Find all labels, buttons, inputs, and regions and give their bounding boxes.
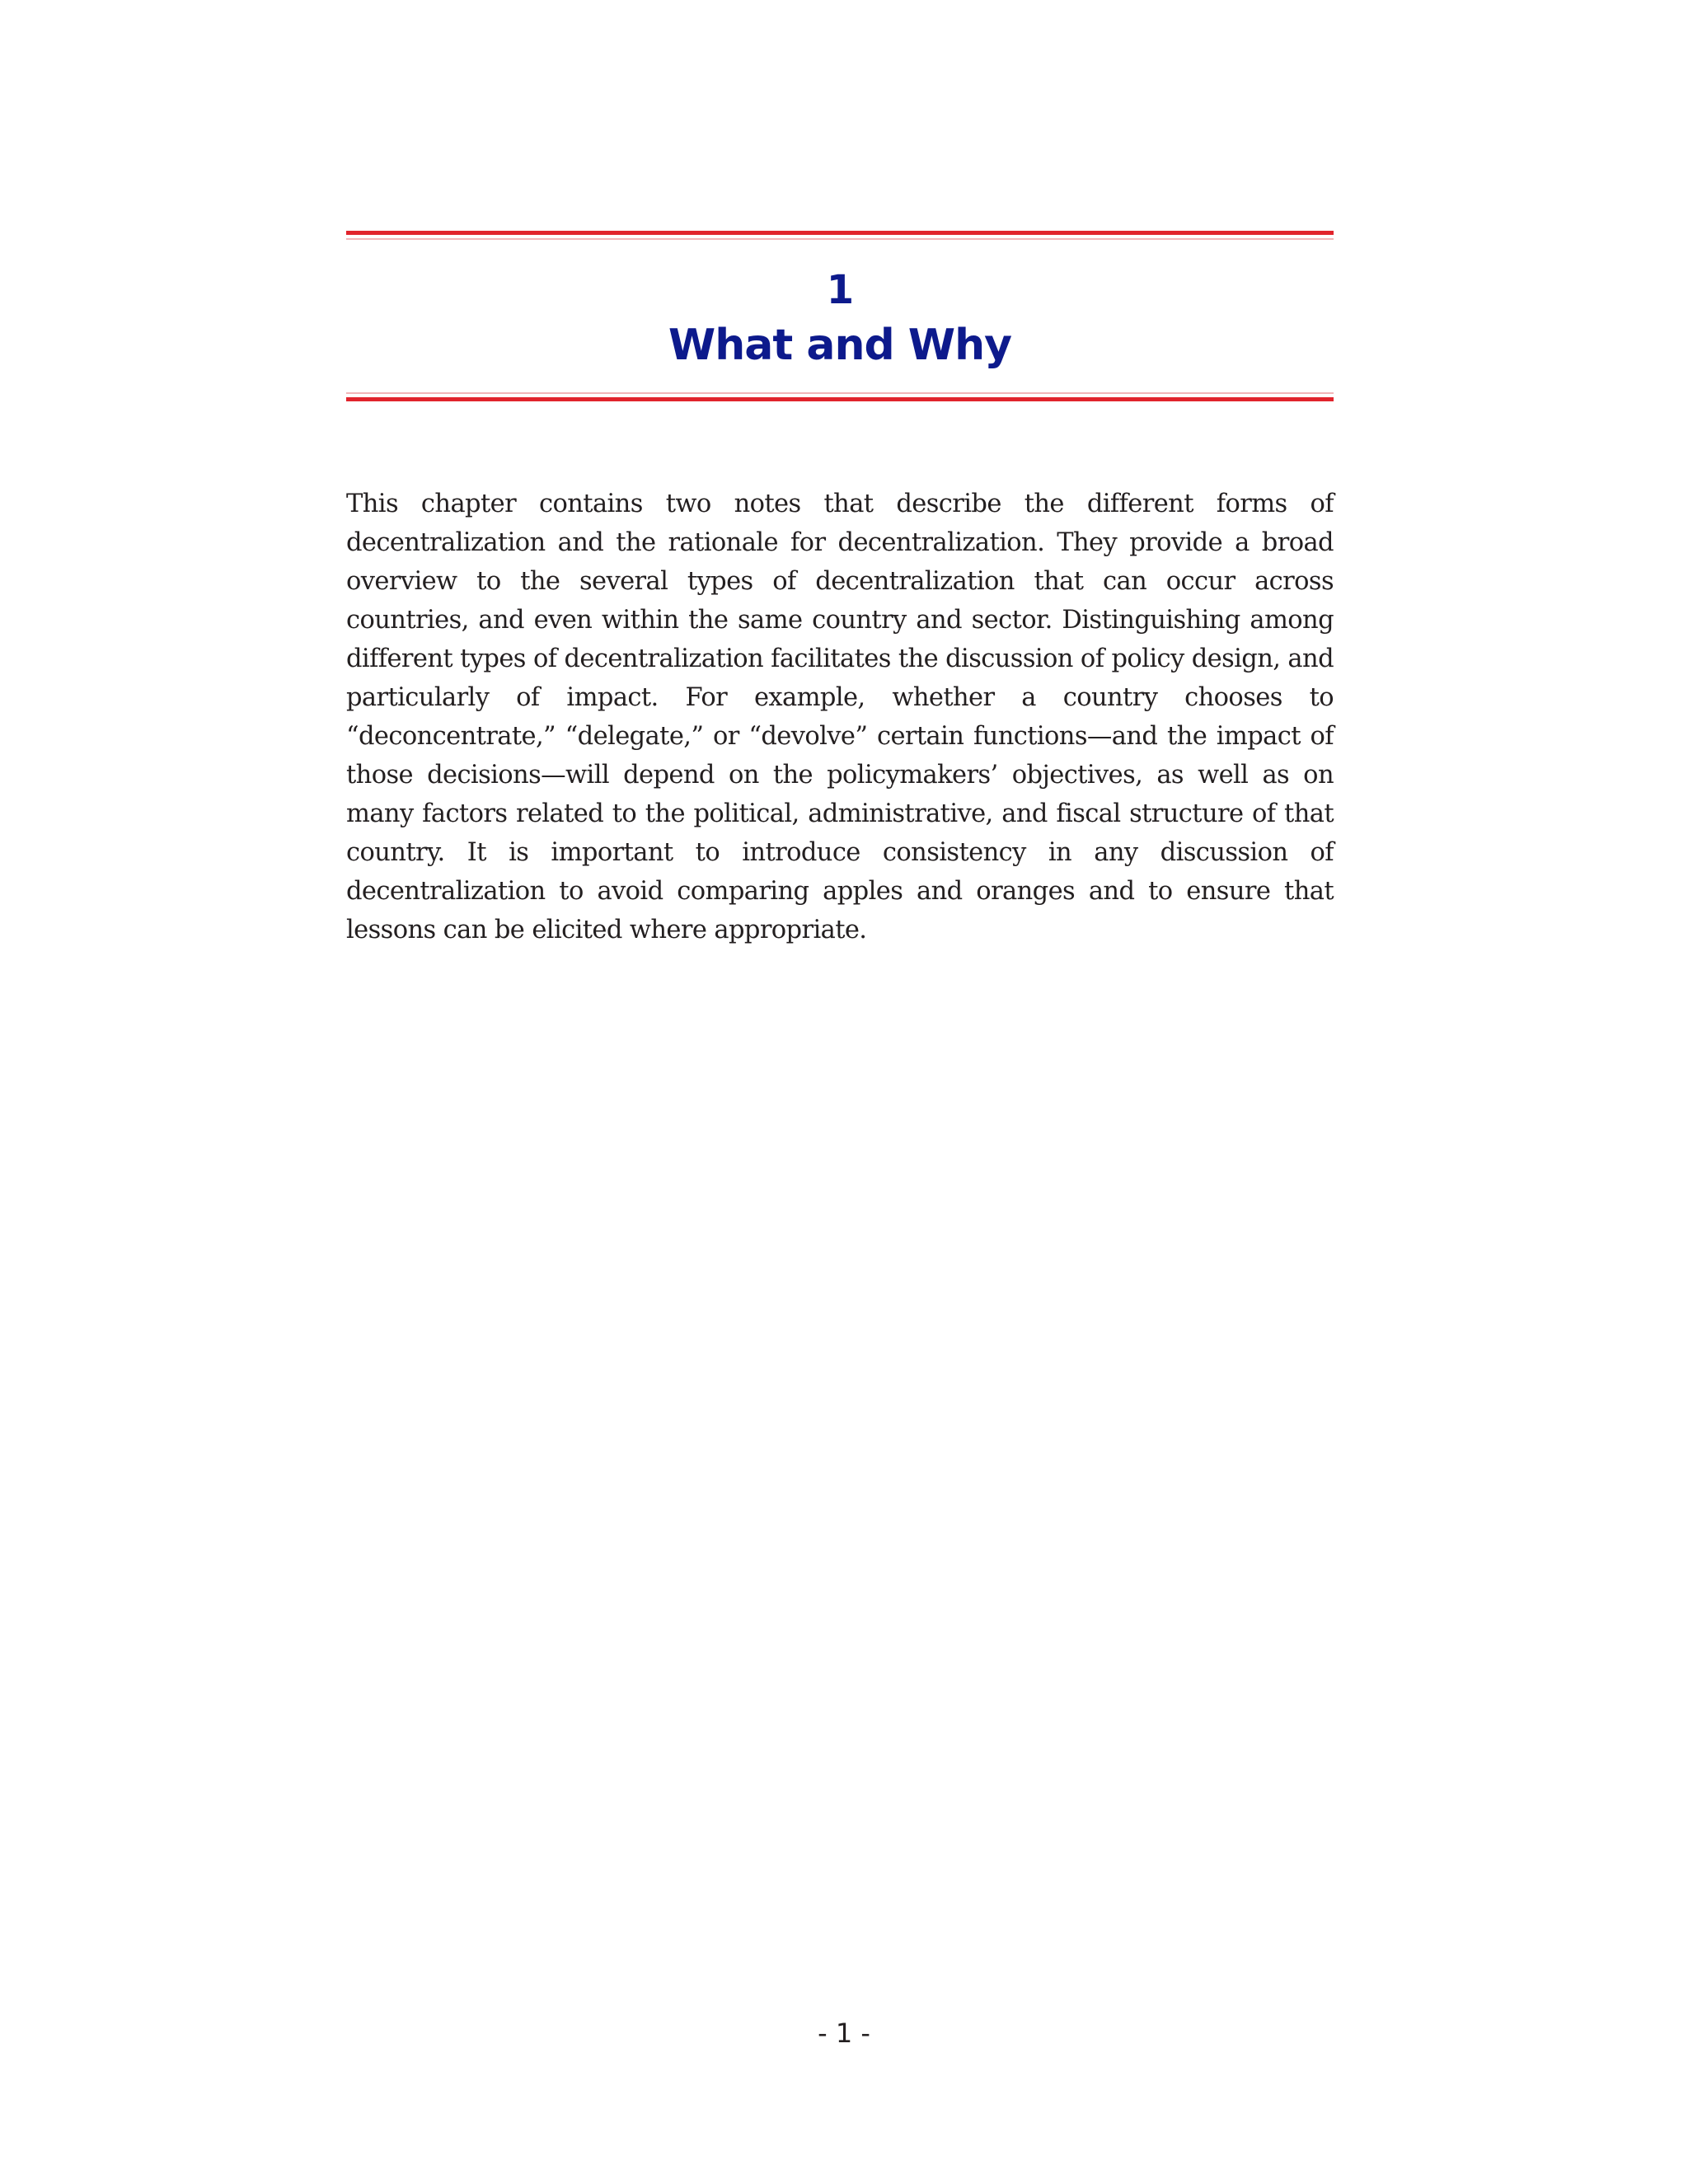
chapter-bottom-rule-thin <box>346 392 1334 394</box>
chapter-intro-paragraph: This chapter contains two notes that describe the different forms of decentralization and the rationale for decentralization. They provide a broad overview to the several types of decentralization that can occur across countries, and even within the same country and sector. Distinguishing among different types of decentralization facilitates the discussion of policy design, and particularly of impact. For example, whether a country chooses to “deconcentrate,” “delegate,” or “devolve” certain functions—and the impact of those decisions—will depend on the policymakers’ objectives, as well as on many factors related to the political, administrative, and fiscal structure of that country. It is important to introduce consistency in any discussion of decentralization to avoid comparing apples and oranges and to ensure that lessons can be elicited where appropriate. <box>346 490 1334 944</box>
chapter-title: What and Why <box>668 321 1012 371</box>
chapter-top-rule-thin <box>346 238 1334 240</box>
chapter-heading <box>346 265 1334 375</box>
chapter-number: 1 <box>826 267 854 314</box>
page-number: - 1 - <box>818 2018 870 2049</box>
chapter-top-rule <box>346 231 1334 235</box>
chapter-bottom-rule <box>346 397 1334 401</box>
